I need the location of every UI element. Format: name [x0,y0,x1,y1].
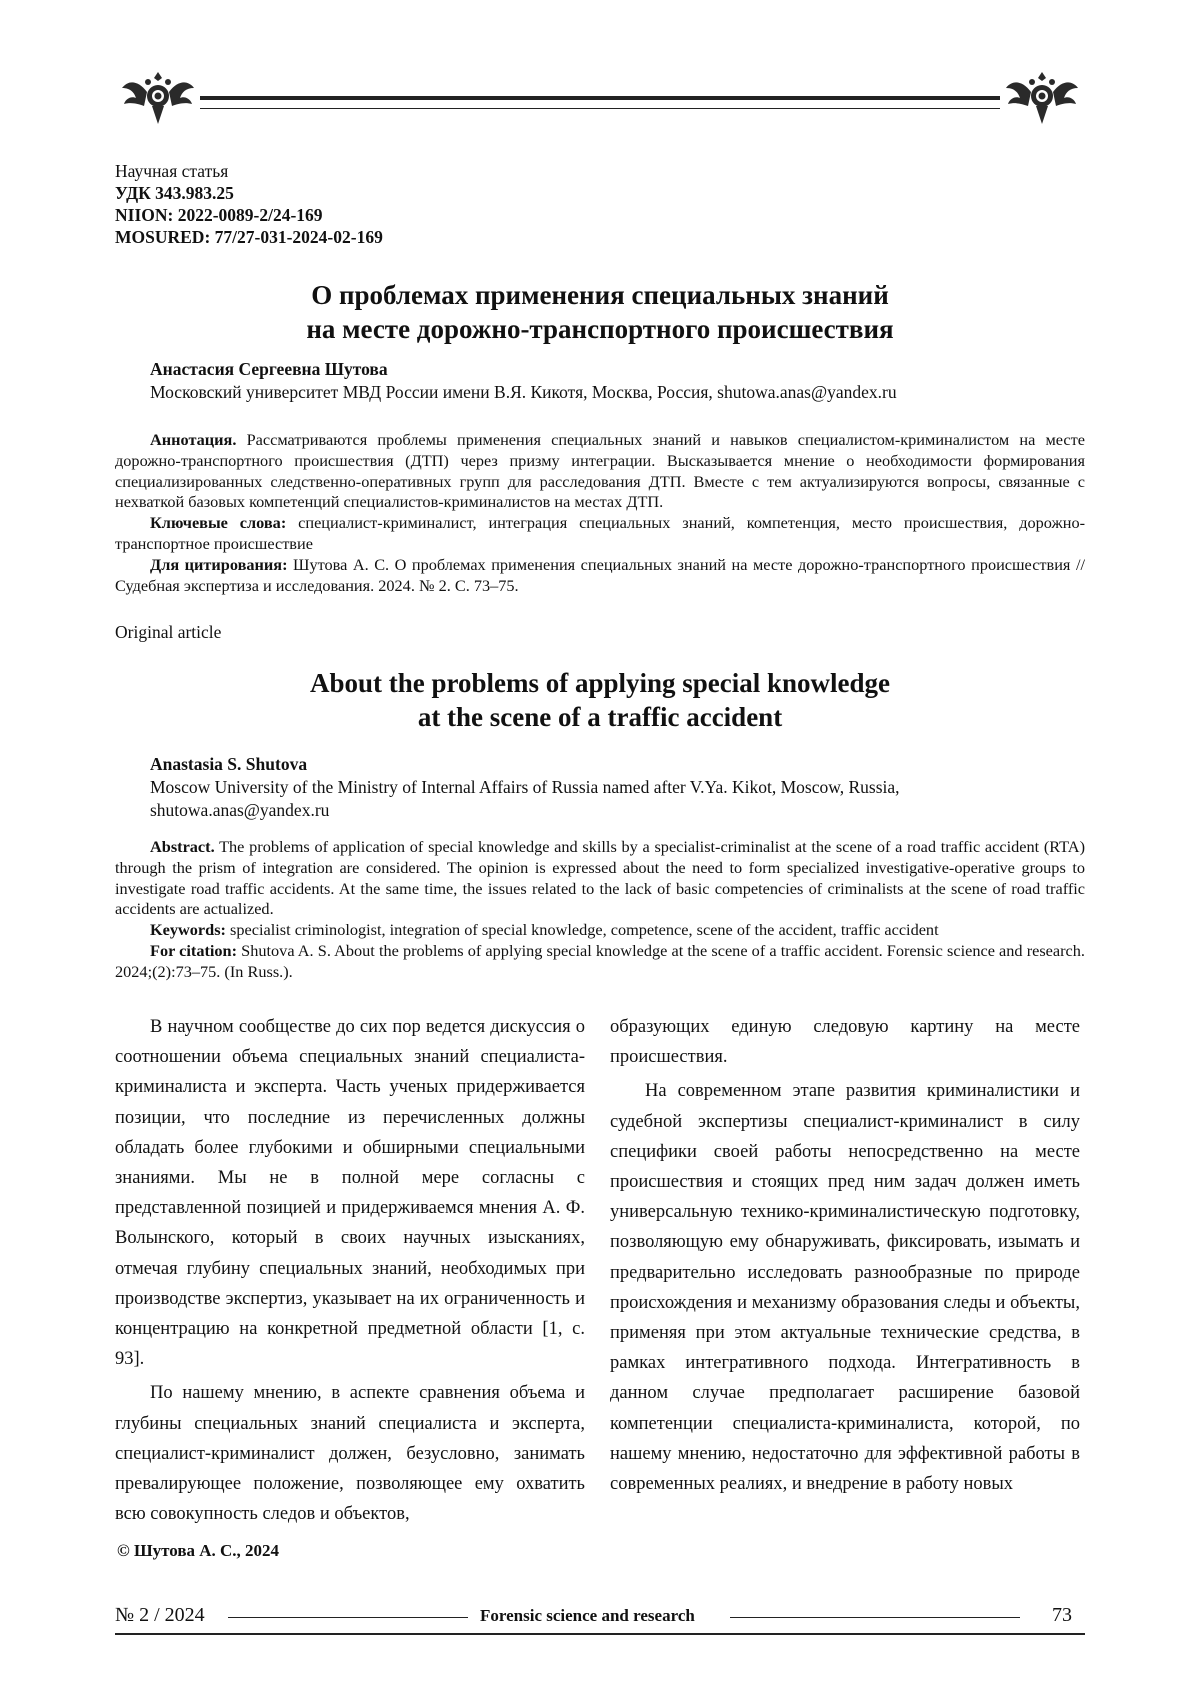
abstract-label-en: Abstract. [150,837,215,856]
article-title-en [115,666,1085,734]
citation-text-en: Shutova A. S. About the problems of applying special knowledge at the scene of a traffic accident. Forensic science and research. 2024;(2):73–75. (In Russ.). [115,941,1085,981]
body-paragraph: образующих единую следовую картину на месте происшествия. [610,1012,1080,1072]
article-meta [115,160,383,248]
title-en-line2: at the scene of a traffic accident [115,700,1085,734]
author-block-en [150,753,1080,822]
citation-label-ru: Для цитирования: [150,555,288,574]
udk-code: УДК 343.983.25 [115,182,383,204]
author-affiliation-en: Moscow University of the Ministry of Internal Affairs of Russia named after V.Ya. Kikot, Moscow, Russia, [150,776,1080,799]
author-name-en: Anastasia S. Shutova [150,753,1080,776]
footer-rule [115,1633,1085,1635]
abstract-block-ru [115,430,1085,596]
citation-en [115,941,1085,983]
mosured-code: MOSURED: 77/27-031-2024-02-169 [115,226,383,248]
article-type-ru: Научная статья [115,160,383,182]
title-ru-line2: на месте дорожно-транспортного происшествия [115,312,1085,346]
footer-journal-name: Forensic science and research [480,1606,695,1626]
author-email-en: shutowa.anas@yandex.ru [150,799,1080,822]
article-type-en: Original article [115,622,221,643]
header-rule [200,96,1000,109]
title-en-line1: About the problems of applying special knowledge [115,666,1085,700]
footer-page-number: 73 [1052,1604,1072,1627]
citation-ru [115,555,1085,597]
body-column-right [610,1012,1080,1499]
footer-divider-right [730,1617,1020,1618]
body-paragraph: По нашему мнению, в аспекте сравнения объема и глубины специальных знаний специалиста и эксперта, специалист-криминалист должен, безусловно, занимать превалирующее положение, позволяющее ему охватить всю совокупность следов и объектов, [115,1378,585,1529]
abstract-ru [115,430,1085,513]
footer-issue-number: № 2 / 2024 [115,1604,205,1627]
abstract-text-en: The problems of application of special knowledge and skills by a specialist-criminalist at the scene of a road traffic accident (RTA) through the prism of integration are considered. The opinion is expressed about the need to form specialized investigative-operative groups to investigate road traffic accidents. At the same time, the issues related to the lack of basic competencies of criminalists at the scene of road traffic accidents are actualized. [115,837,1085,918]
title-ru-line1: О проблемах применения специальных знаний [115,278,1085,312]
citation-text-ru: Шутова А. С. О проблемах применения специальных знаний на месте дорожно-транспортного происшествия // Судебная экспертиза и исследования. 2024. № 2. С. 73–75. [115,555,1085,595]
niion-code: NIION: 2022-0089-2/24-169 [115,204,383,226]
body-paragraph: На современном этапе развития криминалистики и судебной экспертизы специалист-криминалист в силу специфики своей работы непосредственно на месте происшествия и стоящих пред ним задач должен иметь универсальную технико-криминалистическую подготовку, позволяющую ему обнаруживать, фиксировать, изымать и предварительно исследовать разнообразные по природе происхождения и механизму образования следы и объекты, применяя при этом актуальные технические средства, в рамках интегративного подхода. Интегративность в данном случае предполагает расширение базовой компетенции специалиста-криминалиста, которой, по нашему мнению, недостаточно для эффективной работы в современных реалиях, и внедрение в работу новых [610,1076,1080,1499]
keywords-text-en: specialist criminologist, integration of special knowledge, competence, scene of the accident, traffic accident [226,920,939,939]
abstract-block-en [115,837,1085,983]
keywords-label-en: Keywords: [150,920,226,939]
abstract-en [115,837,1085,920]
keywords-en [115,920,1085,941]
keywords-ru [115,513,1085,555]
author-block-ru [150,358,1080,404]
keywords-label-ru: Ключевые слова: [150,513,286,532]
double-headed-eagle-emblem-icon [120,66,196,128]
abstract-text-ru: Рассматриваются проблемы применения специальных знаний и навыков специалистом-криминалистом на месте дорожно-транспортного происшествия (ДТП) через призму интеграции. Высказывается мнение о необходимости формирования специализированных следственно-оперативных групп для расследования ДТП. Вместе с тем актуализируются вопросы, связанные с нехваткой базовых компетенций специалистов-криминалистов на местах ДТП. [115,430,1085,511]
footer-divider-left [228,1617,468,1618]
author-name-ru: Анастасия Сергеевна Шутова [150,358,1080,381]
article-title-ru [115,278,1085,346]
body-paragraph: В научном сообществе до сих пор ведется дискуссия о соотношении объема специальных знаний специалиста-криминалиста и эксперта. Часть ученых придерживается позиции, что последние из перечисленных должны обладать более глубокими и обширными специальными знаниями. Мы не в полной мере согласны с представленной позицией и придерживаемся мнения А. Ф. Волынского, который в своих научных изысканиях, отмечая глубину специальных знаний, необходимых при производстве экспертиз, указывает на их ограниченность и концентрацию на конкретной предметной области [1, с. 93]. [115,1012,585,1374]
double-headed-eagle-emblem-icon [1004,66,1080,128]
author-affiliation-ru: Московский университет МВД России имени В.Я. Кикотя, Москва, Россия, shutowa.anas@yandex.ru [150,381,1080,404]
abstract-label-ru: Аннотация. [150,430,236,449]
keywords-text-ru: специалист-криминалист, интеграция специальных знаний, компетенция, место происшествия, дорожно-транспортное происшествие [115,513,1085,553]
body-column-left [115,1012,585,1529]
copyright-notice: © Шутова А. С., 2024 [117,1541,279,1561]
citation-label-en: For citation: [150,941,237,960]
